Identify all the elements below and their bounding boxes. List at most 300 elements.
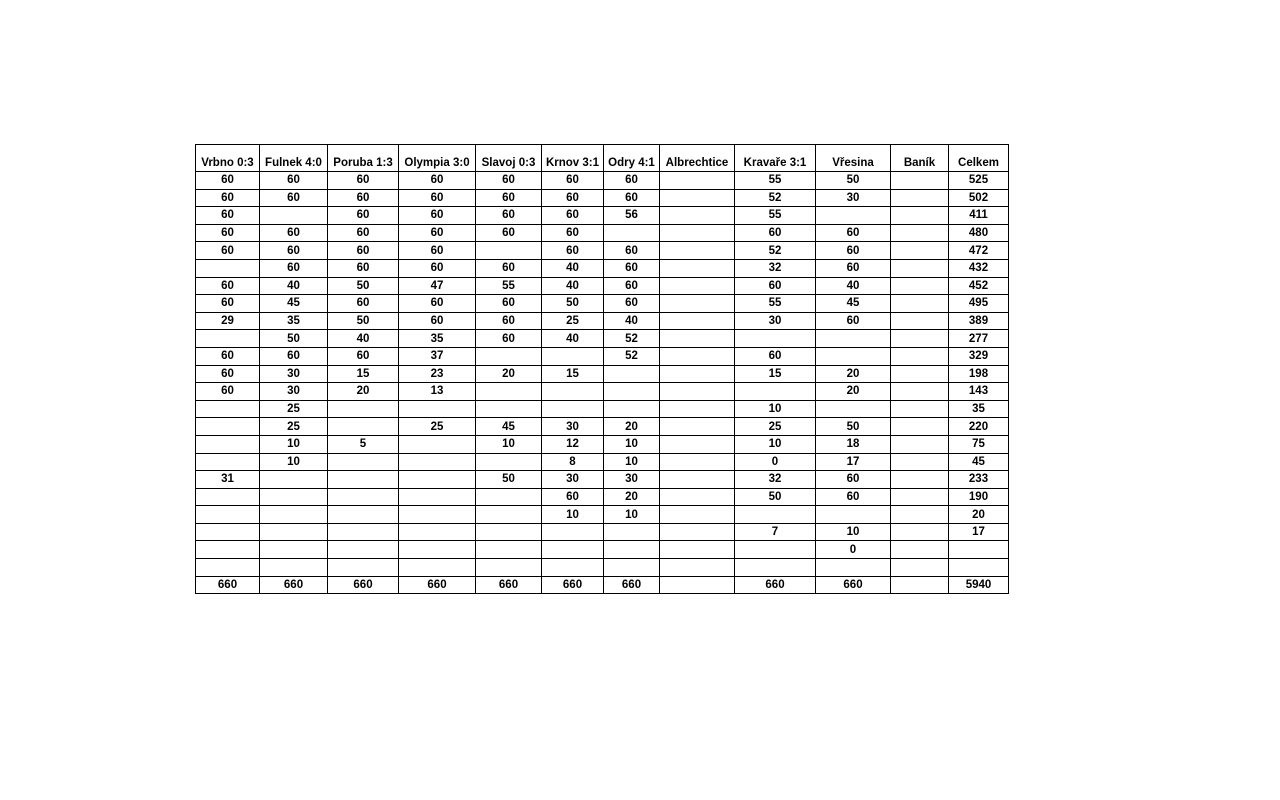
table-row bbox=[196, 506, 1009, 524]
table-cell bbox=[891, 242, 949, 260]
table-cell: 233 bbox=[949, 471, 1009, 489]
table-cell bbox=[891, 224, 949, 242]
table-cell bbox=[660, 189, 735, 207]
table-cell bbox=[260, 471, 328, 489]
table-cell: 45 bbox=[816, 295, 891, 313]
table-row bbox=[196, 347, 1009, 365]
table-cell bbox=[891, 383, 949, 401]
table-cell: 60 bbox=[399, 259, 476, 277]
table-cell: 10 bbox=[735, 400, 816, 418]
table-row bbox=[196, 295, 1009, 313]
table-cell: 60 bbox=[735, 277, 816, 295]
table-cell: 60 bbox=[260, 189, 328, 207]
table-cell: 329 bbox=[949, 347, 1009, 365]
table-cell bbox=[891, 400, 949, 418]
table-cell bbox=[604, 541, 660, 559]
table-cell bbox=[735, 330, 816, 348]
table-cell bbox=[604, 559, 660, 577]
table-cell: 52 bbox=[604, 330, 660, 348]
table-cell bbox=[891, 418, 949, 436]
table-cell: 15 bbox=[735, 365, 816, 383]
table-cell: 35 bbox=[949, 400, 1009, 418]
table-cell: 30 bbox=[542, 418, 604, 436]
table-cell bbox=[660, 541, 735, 559]
table-cell bbox=[891, 559, 949, 577]
table-cell: 23 bbox=[399, 365, 476, 383]
table-row bbox=[196, 172, 1009, 190]
table-cell bbox=[328, 400, 399, 418]
table-cell: 60 bbox=[542, 189, 604, 207]
table-row bbox=[196, 312, 1009, 330]
table-cell bbox=[891, 541, 949, 559]
header-cell: Poruba 1:3 bbox=[328, 145, 399, 172]
table-cell: 47 bbox=[399, 277, 476, 295]
table-cell bbox=[891, 365, 949, 383]
table-cell: 40 bbox=[542, 330, 604, 348]
table-cell: 40 bbox=[542, 277, 604, 295]
table-cell: 60 bbox=[196, 189, 260, 207]
table-cell: 15 bbox=[328, 365, 399, 383]
table-cell bbox=[660, 471, 735, 489]
table-cell bbox=[660, 277, 735, 295]
table-row bbox=[196, 523, 1009, 541]
table-cell: 60 bbox=[196, 277, 260, 295]
table-cell: 60 bbox=[328, 242, 399, 260]
table-cell bbox=[891, 453, 949, 471]
table-cell bbox=[816, 400, 891, 418]
table-cell bbox=[816, 347, 891, 365]
table-cell: 60 bbox=[816, 259, 891, 277]
table-cell bbox=[260, 207, 328, 225]
table-row bbox=[196, 471, 1009, 489]
table-cell bbox=[476, 559, 542, 577]
table-cell bbox=[476, 541, 542, 559]
table-cell bbox=[949, 559, 1009, 577]
table-cell: 60 bbox=[476, 259, 542, 277]
table-cell bbox=[891, 189, 949, 207]
table-cell bbox=[891, 207, 949, 225]
table-cell: 56 bbox=[604, 207, 660, 225]
table-cell: 0 bbox=[735, 453, 816, 471]
table-cell: 10 bbox=[260, 453, 328, 471]
table-cell bbox=[542, 383, 604, 401]
table-cell bbox=[735, 383, 816, 401]
table-cell: 60 bbox=[399, 189, 476, 207]
table-cell bbox=[260, 488, 328, 506]
table-cell bbox=[735, 559, 816, 577]
table-cell bbox=[196, 453, 260, 471]
table-cell: 52 bbox=[604, 347, 660, 365]
table-cell bbox=[891, 259, 949, 277]
table-cell bbox=[735, 506, 816, 524]
table-cell: 60 bbox=[196, 224, 260, 242]
total-cell: 660 bbox=[542, 576, 604, 593]
table-cell: 50 bbox=[328, 277, 399, 295]
table-cell bbox=[816, 506, 891, 524]
table-cell: 60 bbox=[328, 347, 399, 365]
table-cell: 32 bbox=[735, 471, 816, 489]
table-cell: 60 bbox=[196, 295, 260, 313]
table-cell bbox=[660, 172, 735, 190]
header-cell: Kravaře 3:1 bbox=[735, 145, 816, 172]
table-cell: 52 bbox=[735, 242, 816, 260]
table-cell: 20 bbox=[816, 365, 891, 383]
table-row bbox=[196, 559, 1009, 577]
table-cell: 50 bbox=[816, 418, 891, 436]
table-cell: 50 bbox=[476, 471, 542, 489]
table-cell: 198 bbox=[949, 365, 1009, 383]
table-cell bbox=[604, 224, 660, 242]
table-cell: 60 bbox=[816, 488, 891, 506]
table-cell bbox=[660, 242, 735, 260]
table-cell bbox=[399, 559, 476, 577]
header-cell: Baník bbox=[891, 145, 949, 172]
table-cell: 30 bbox=[735, 312, 816, 330]
table-cell bbox=[660, 383, 735, 401]
table-cell: 60 bbox=[542, 224, 604, 242]
table-cell: 25 bbox=[260, 418, 328, 436]
table-cell bbox=[399, 541, 476, 559]
table-cell: 50 bbox=[735, 488, 816, 506]
table-cell: 10 bbox=[735, 435, 816, 453]
table-cell: 15 bbox=[542, 365, 604, 383]
table-cell: 20 bbox=[816, 383, 891, 401]
table-cell: 411 bbox=[949, 207, 1009, 225]
total-cell bbox=[660, 576, 735, 593]
table-cell: 17 bbox=[816, 453, 891, 471]
table-cell bbox=[476, 523, 542, 541]
table-cell: 60 bbox=[542, 207, 604, 225]
table-cell: 12 bbox=[542, 435, 604, 453]
table-cell: 0 bbox=[816, 541, 891, 559]
table-cell bbox=[542, 400, 604, 418]
table-cell bbox=[328, 418, 399, 436]
table-cell: 60 bbox=[196, 207, 260, 225]
table-cell: 60 bbox=[196, 242, 260, 260]
table-cell: 220 bbox=[949, 418, 1009, 436]
table-cell: 40 bbox=[260, 277, 328, 295]
table-cell: 277 bbox=[949, 330, 1009, 348]
table-cell: 60 bbox=[399, 207, 476, 225]
table-cell: 8 bbox=[542, 453, 604, 471]
table-cell: 60 bbox=[260, 172, 328, 190]
table-cell: 10 bbox=[604, 435, 660, 453]
table-cell: 40 bbox=[604, 312, 660, 330]
table-cell: 60 bbox=[260, 242, 328, 260]
table-cell: 60 bbox=[399, 224, 476, 242]
table-cell bbox=[328, 506, 399, 524]
table-cell bbox=[891, 471, 949, 489]
table-cell: 502 bbox=[949, 189, 1009, 207]
table-cell bbox=[891, 312, 949, 330]
table-cell: 60 bbox=[816, 312, 891, 330]
table-cell: 60 bbox=[328, 224, 399, 242]
table-cell bbox=[949, 541, 1009, 559]
table-cell: 25 bbox=[542, 312, 604, 330]
table-cell bbox=[196, 435, 260, 453]
table-cell: 472 bbox=[949, 242, 1009, 260]
table-cell: 60 bbox=[604, 172, 660, 190]
table-cell: 60 bbox=[260, 347, 328, 365]
table-cell bbox=[735, 541, 816, 559]
table-cell: 60 bbox=[476, 330, 542, 348]
table-cell: 40 bbox=[328, 330, 399, 348]
table-cell: 60 bbox=[604, 242, 660, 260]
table-cell: 20 bbox=[604, 418, 660, 436]
table-cell bbox=[660, 488, 735, 506]
table-cell: 55 bbox=[735, 172, 816, 190]
table-cell bbox=[604, 400, 660, 418]
table-row bbox=[196, 383, 1009, 401]
table-cell: 60 bbox=[604, 295, 660, 313]
table-cell bbox=[328, 488, 399, 506]
total-cell: 660 bbox=[735, 576, 816, 593]
table-row bbox=[196, 330, 1009, 348]
table-cell: 60 bbox=[399, 312, 476, 330]
table-cell: 452 bbox=[949, 277, 1009, 295]
table-cell: 7 bbox=[735, 523, 816, 541]
table-cell bbox=[891, 295, 949, 313]
table-cell: 143 bbox=[949, 383, 1009, 401]
table-cell: 31 bbox=[196, 471, 260, 489]
table-cell bbox=[660, 312, 735, 330]
table-cell bbox=[660, 330, 735, 348]
header-row bbox=[196, 145, 1009, 172]
table-cell: 60 bbox=[476, 224, 542, 242]
table-cell: 55 bbox=[476, 277, 542, 295]
table-cell bbox=[476, 506, 542, 524]
table-cell bbox=[196, 259, 260, 277]
total-cell: 660 bbox=[816, 576, 891, 593]
table-cell: 13 bbox=[399, 383, 476, 401]
table-cell: 480 bbox=[949, 224, 1009, 242]
table-cell bbox=[891, 488, 949, 506]
table-row bbox=[196, 541, 1009, 559]
table-cell: 60 bbox=[260, 259, 328, 277]
header-cell: Vřesina bbox=[816, 145, 891, 172]
table-cell: 60 bbox=[399, 172, 476, 190]
header-cell: Olympia 3:0 bbox=[399, 145, 476, 172]
table-cell bbox=[542, 523, 604, 541]
table-cell: 30 bbox=[260, 365, 328, 383]
table-cell bbox=[476, 453, 542, 471]
table-cell: 55 bbox=[735, 207, 816, 225]
table-cell: 10 bbox=[604, 506, 660, 524]
table-cell bbox=[399, 488, 476, 506]
table-cell bbox=[328, 523, 399, 541]
table-cell: 50 bbox=[328, 312, 399, 330]
table-cell: 75 bbox=[949, 435, 1009, 453]
table-cell: 60 bbox=[476, 312, 542, 330]
totals-row bbox=[196, 576, 1009, 593]
table-cell: 10 bbox=[604, 453, 660, 471]
table-cell bbox=[196, 400, 260, 418]
table-cell: 10 bbox=[260, 435, 328, 453]
table-cell: 20 bbox=[949, 506, 1009, 524]
total-cell: 660 bbox=[196, 576, 260, 593]
table-cell bbox=[660, 207, 735, 225]
total-cell: 660 bbox=[476, 576, 542, 593]
table-cell: 60 bbox=[399, 295, 476, 313]
table-cell bbox=[399, 471, 476, 489]
table-cell bbox=[196, 523, 260, 541]
table-cell bbox=[891, 172, 949, 190]
table-cell bbox=[399, 523, 476, 541]
table-cell: 29 bbox=[196, 312, 260, 330]
table-cell: 25 bbox=[399, 418, 476, 436]
header-cell: Vrbno 0:3 bbox=[196, 145, 260, 172]
table-cell: 20 bbox=[328, 383, 399, 401]
table-cell: 60 bbox=[735, 224, 816, 242]
table-cell bbox=[660, 259, 735, 277]
table-cell bbox=[542, 541, 604, 559]
table-row bbox=[196, 488, 1009, 506]
table-cell bbox=[816, 559, 891, 577]
table-cell bbox=[660, 453, 735, 471]
table-cell: 60 bbox=[735, 347, 816, 365]
table-row bbox=[196, 224, 1009, 242]
header-cell: Slavoj 0:3 bbox=[476, 145, 542, 172]
table-cell: 60 bbox=[816, 224, 891, 242]
table-cell: 432 bbox=[949, 259, 1009, 277]
table-cell: 32 bbox=[735, 259, 816, 277]
table-cell bbox=[260, 506, 328, 524]
table-cell bbox=[399, 400, 476, 418]
table-cell: 30 bbox=[542, 471, 604, 489]
table-cell bbox=[604, 383, 660, 401]
table-cell bbox=[196, 488, 260, 506]
table-cell: 60 bbox=[542, 488, 604, 506]
table-cell: 18 bbox=[816, 435, 891, 453]
table-cell: 10 bbox=[476, 435, 542, 453]
table-cell: 17 bbox=[949, 523, 1009, 541]
table-cell: 60 bbox=[816, 242, 891, 260]
table-cell: 60 bbox=[196, 383, 260, 401]
table-cell: 60 bbox=[542, 242, 604, 260]
table-cell: 60 bbox=[196, 365, 260, 383]
table-cell bbox=[542, 559, 604, 577]
table-cell bbox=[476, 347, 542, 365]
table-cell bbox=[328, 471, 399, 489]
table-row bbox=[196, 400, 1009, 418]
table-cell: 30 bbox=[604, 471, 660, 489]
table-cell bbox=[660, 523, 735, 541]
table-cell: 60 bbox=[604, 259, 660, 277]
table-cell: 60 bbox=[399, 242, 476, 260]
table-cell: 60 bbox=[328, 259, 399, 277]
table-cell: 60 bbox=[476, 207, 542, 225]
table-cell bbox=[604, 523, 660, 541]
table-cell: 40 bbox=[816, 277, 891, 295]
table-cell bbox=[891, 523, 949, 541]
table-cell: 30 bbox=[816, 189, 891, 207]
header-cell: Krnov 3:1 bbox=[542, 145, 604, 172]
table-row bbox=[196, 435, 1009, 453]
table-cell: 495 bbox=[949, 295, 1009, 313]
table-cell: 60 bbox=[476, 189, 542, 207]
table-cell bbox=[476, 488, 542, 506]
table-cell: 60 bbox=[328, 207, 399, 225]
total-cell: 660 bbox=[328, 576, 399, 593]
table-cell: 60 bbox=[328, 295, 399, 313]
table-cell bbox=[196, 330, 260, 348]
total-cell: 5940 bbox=[949, 576, 1009, 593]
table-row bbox=[196, 259, 1009, 277]
table-cell bbox=[399, 506, 476, 524]
table-cell bbox=[399, 453, 476, 471]
table-cell: 190 bbox=[949, 488, 1009, 506]
header-cell: Fulnek 4:0 bbox=[260, 145, 328, 172]
total-cell: 660 bbox=[260, 576, 328, 593]
table-cell: 50 bbox=[816, 172, 891, 190]
table-cell: 60 bbox=[542, 172, 604, 190]
table-cell: 35 bbox=[260, 312, 328, 330]
table-cell: 60 bbox=[328, 172, 399, 190]
table-cell bbox=[891, 347, 949, 365]
table-body bbox=[196, 172, 1009, 577]
table-cell: 525 bbox=[949, 172, 1009, 190]
table-cell bbox=[660, 559, 735, 577]
table-cell: 50 bbox=[260, 330, 328, 348]
table-cell bbox=[260, 523, 328, 541]
table-cell bbox=[660, 295, 735, 313]
table-cell bbox=[542, 347, 604, 365]
table-cell bbox=[816, 207, 891, 225]
table-row bbox=[196, 207, 1009, 225]
table-cell: 389 bbox=[949, 312, 1009, 330]
table-cell bbox=[328, 559, 399, 577]
table-cell: 45 bbox=[260, 295, 328, 313]
table-cell bbox=[660, 224, 735, 242]
table-cell bbox=[660, 418, 735, 436]
table-cell: 60 bbox=[816, 471, 891, 489]
table-cell bbox=[196, 541, 260, 559]
table-cell: 60 bbox=[196, 347, 260, 365]
table-cell bbox=[816, 330, 891, 348]
table-cell: 5 bbox=[328, 435, 399, 453]
table-cell bbox=[660, 400, 735, 418]
table-cell: 60 bbox=[476, 295, 542, 313]
table-cell: 50 bbox=[542, 295, 604, 313]
table-cell bbox=[476, 400, 542, 418]
table-cell: 45 bbox=[949, 453, 1009, 471]
table-cell: 20 bbox=[476, 365, 542, 383]
table-row bbox=[196, 418, 1009, 436]
table-cell bbox=[891, 330, 949, 348]
total-cell bbox=[891, 576, 949, 593]
table-cell: 25 bbox=[260, 400, 328, 418]
table-cell bbox=[660, 365, 735, 383]
table-cell bbox=[891, 277, 949, 295]
table-row bbox=[196, 242, 1009, 260]
header-cell: Albrechtice bbox=[660, 145, 735, 172]
table-cell: 37 bbox=[399, 347, 476, 365]
table-cell bbox=[660, 347, 735, 365]
table-cell: 10 bbox=[542, 506, 604, 524]
table-row bbox=[196, 277, 1009, 295]
table-cell: 35 bbox=[399, 330, 476, 348]
total-cell: 660 bbox=[604, 576, 660, 593]
table-cell bbox=[196, 506, 260, 524]
table-cell bbox=[604, 365, 660, 383]
table-cell: 10 bbox=[816, 523, 891, 541]
table-row bbox=[196, 189, 1009, 207]
header-cell: Celkem bbox=[949, 145, 1009, 172]
table-cell: 20 bbox=[604, 488, 660, 506]
table-cell: 60 bbox=[476, 172, 542, 190]
total-cell: 660 bbox=[399, 576, 476, 593]
table-cell bbox=[476, 383, 542, 401]
